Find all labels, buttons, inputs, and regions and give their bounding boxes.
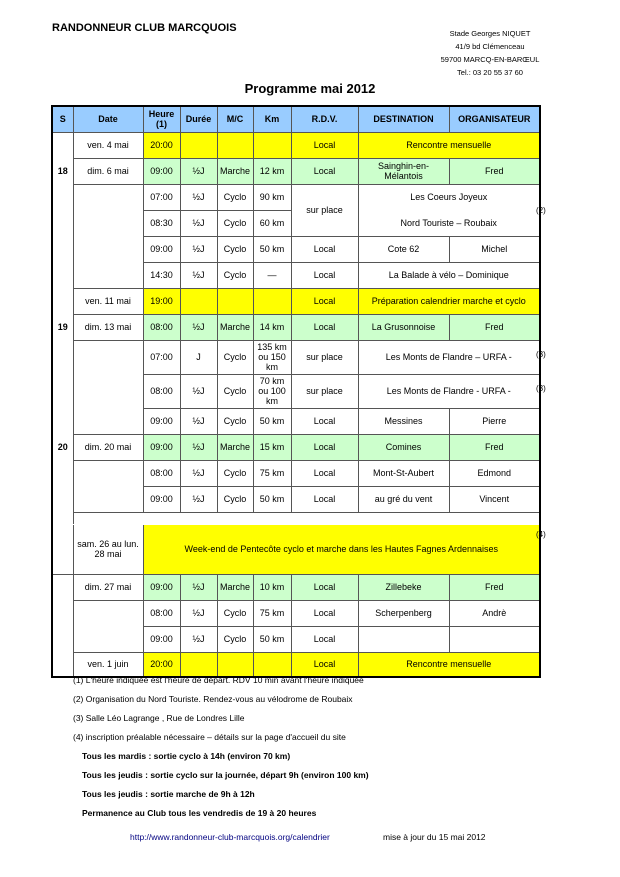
km-cell: 50 km <box>253 486 291 512</box>
time-cell: 08:30 <box>143 210 180 236</box>
table-row <box>52 408 540 434</box>
address-line: Stade Georges NIQUET <box>449 29 531 38</box>
table-row <box>52 600 540 626</box>
destination-cell: Préparation calendrier marche et cyclo <box>358 288 540 314</box>
programme-table <box>51 105 541 678</box>
duration-cell: ½J <box>180 314 217 340</box>
organizer-cell: Fred <box>449 434 540 460</box>
km-cell: 75 km <box>253 600 291 626</box>
destination-cell: La Balade à vélo – Dominique <box>358 262 540 288</box>
table-row <box>52 626 540 652</box>
mc-cell: Marche <box>217 434 253 460</box>
rdv-cell: Local <box>291 460 358 486</box>
destination-cell: Messines <box>358 408 449 434</box>
mc-cell: Marche <box>217 314 253 340</box>
duration-cell: ½J <box>180 236 217 262</box>
event-cell: Week-end de Pentecôte cyclo et marche dans les Hautes Fagnes Ardennaises <box>143 524 540 574</box>
col-header-mc: M/C <box>217 106 253 132</box>
rdv-cell: Local <box>291 600 358 626</box>
table-row <box>52 574 540 600</box>
address-line: 59700 MARCQ-EN-BARŒUL <box>440 55 540 64</box>
destination-cell: Scherpenberg <box>358 600 449 626</box>
rdv-cell: Local <box>291 408 358 434</box>
rdv-cell: Local <box>291 652 358 677</box>
header-row <box>52 106 540 132</box>
organizer-cell: Fred <box>449 314 540 340</box>
col-header-rdv: R.D.V. <box>291 106 358 132</box>
destination-cell: Rencontre mensuelle <box>358 132 540 158</box>
duration-cell: J <box>180 340 217 374</box>
table-row <box>52 434 540 460</box>
organizer-cell: Michel <box>449 236 540 262</box>
bold-note: Permanence au Club tous les vendredis de 19 à 20 heures <box>82 808 317 818</box>
page-title: Programme mai 2012 <box>244 81 376 96</box>
duration-cell: ½J <box>180 574 217 600</box>
km-cell: 135 km ou 150 km <box>253 340 291 374</box>
rdv-cell: Local <box>291 434 358 460</box>
time-cell: 09:00 <box>143 158 180 184</box>
destination-cell: Rencontre mensuelle <box>358 652 540 677</box>
date-cell: sam. 26 au lun. 28 mai <box>73 524 143 574</box>
date-cell: ven. 1 juin <box>73 652 143 677</box>
date-cell: dim. 27 mai <box>73 574 143 600</box>
table-row <box>52 460 540 486</box>
col-header-km: Km <box>253 106 291 132</box>
table-row <box>52 524 540 574</box>
mc-cell: Marche <box>217 574 253 600</box>
calendar-link[interactable]: http://www.randonneur-club-marcquois.org/calendrier <box>130 832 330 842</box>
mc-cell: Cyclo <box>217 374 253 408</box>
time-cell: 20:00 <box>143 652 180 677</box>
bold-note: Tous les mardis : sortie cyclo à 14h (environ 70 km) <box>82 751 291 761</box>
destination-cell: Mont-St-Aubert <box>358 460 449 486</box>
col-header-organizer: ORGANISATEUR <box>449 106 540 132</box>
table-row <box>52 158 540 184</box>
duration-cell: ½J <box>180 262 217 288</box>
duration-cell: ½J <box>180 408 217 434</box>
destination-cell: Comines <box>358 434 449 460</box>
rdv-cell: Local <box>291 574 358 600</box>
rdv-cell: Local <box>291 158 358 184</box>
km-cell: 14 km <box>253 314 291 340</box>
destination-cell: Zillebeke <box>358 574 449 600</box>
date-cell: dim. 20 mai <box>73 434 143 460</box>
note-marker: (3) <box>536 384 546 393</box>
address-line: 41/9 bd Clémenceau <box>455 42 525 51</box>
mc-cell: Cyclo <box>217 408 253 434</box>
duration-cell: ½J <box>180 184 217 210</box>
table-row <box>52 652 540 677</box>
duration-cell: ½J <box>180 158 217 184</box>
footnote: (4) inscription préalable nécessaire – détails sur la page d'accueil du site <box>73 732 346 742</box>
col-header-week: S <box>52 106 73 132</box>
rdv-cell: Local <box>291 236 358 262</box>
date-cell: dim. 6 mai <box>73 158 143 184</box>
destination-cell: au gré du vent <box>358 486 449 512</box>
km-cell: 50 km <box>253 626 291 652</box>
km-cell: 60 km <box>253 210 291 236</box>
col-header-time: Heure (1) <box>143 106 180 132</box>
club-name: RANDONNEUR CLUB MARCQUOIS <box>52 22 237 34</box>
time-cell: 14:30 <box>143 262 180 288</box>
km-cell: 90 km <box>253 184 291 210</box>
destination-cell: Cote 62 <box>358 236 449 262</box>
km-cell: 50 km <box>253 236 291 262</box>
address-line: Tel.: 03 20 55 37 60 <box>457 68 523 77</box>
time-cell: 07:00 <box>143 184 180 210</box>
week-number: 19 <box>52 314 73 340</box>
footnote: (2) Organisation du Nord Touriste. Rendez-vous au vélodrome de Roubaix <box>73 694 353 704</box>
km-cell: 75 km <box>253 460 291 486</box>
duration-cell: ½J <box>180 374 217 408</box>
col-header-destination: DESTINATION <box>358 106 449 132</box>
organizer-cell: Edmond <box>449 460 540 486</box>
table-row <box>52 486 540 512</box>
club-address <box>410 27 570 79</box>
note-marker: (2) <box>536 206 546 215</box>
destination-cell: Les Monts de Flandre – URFA - <box>358 340 540 374</box>
time-cell: 09:00 <box>143 486 180 512</box>
note-marker: (3) <box>536 350 546 359</box>
destination-cell: Les Monts de Flandre - URFA - <box>358 374 540 408</box>
time-cell: 09:00 <box>143 574 180 600</box>
time-cell: 09:00 <box>143 236 180 262</box>
time-cell: 09:00 <box>143 626 180 652</box>
time-cell: 09:00 <box>143 434 180 460</box>
bold-note: Tous les jeudis : sortie cyclo sur la journée, départ 9h (environ 100 km) <box>82 770 369 780</box>
km-cell: 70 km ou 100 km <box>253 374 291 408</box>
time-cell: 09:00 <box>143 408 180 434</box>
mc-cell: Cyclo <box>217 340 253 374</box>
duration-cell: ½J <box>180 600 217 626</box>
duration-cell: ½J <box>180 486 217 512</box>
footnote: (1) L'heure indiquée est l'heure de départ. RDV 10 min avant l'heure indiquée <box>73 675 364 685</box>
destination-cell: Nord Touriste – Roubaix <box>358 210 540 236</box>
duration-cell: ½J <box>180 460 217 486</box>
organizer-cell: Vincent <box>449 486 540 512</box>
week-number: 18 <box>52 158 73 184</box>
rdv-cell: Local <box>291 132 358 158</box>
organizer-cell: Fred <box>449 574 540 600</box>
mc-cell: Marche <box>217 158 253 184</box>
rdv-cell: sur place <box>291 184 358 236</box>
footnote: (3) Salle Léo Lagrange , Rue de Londres Lille <box>73 713 245 723</box>
rdv-cell: Local <box>291 262 358 288</box>
table-row <box>52 288 540 314</box>
note-marker: (4) <box>536 530 546 539</box>
col-header-duration: Durée <box>180 106 217 132</box>
mc-cell: Cyclo <box>217 262 253 288</box>
mc-cell: Cyclo <box>217 626 253 652</box>
rdv-cell: Local <box>291 486 358 512</box>
mc-cell: Cyclo <box>217 486 253 512</box>
time-cell: 07:00 <box>143 340 180 374</box>
time-cell: 20:00 <box>143 132 180 158</box>
table-row <box>52 314 540 340</box>
organizer-cell: Fred <box>449 158 540 184</box>
duration-cell: ½J <box>180 626 217 652</box>
rdv-cell: Local <box>291 626 358 652</box>
destination-cell: La Grusonnoise <box>358 314 449 340</box>
date-cell: ven. 11 mai <box>73 288 143 314</box>
destination-cell: Les Coeurs Joyeux <box>358 184 540 210</box>
km-cell: — <box>253 262 291 288</box>
table-row <box>52 262 540 288</box>
col-header-date: Date <box>73 106 143 132</box>
duration-cell: ½J <box>180 210 217 236</box>
table-row <box>52 184 540 210</box>
time-cell: 08:00 <box>143 600 180 626</box>
time-cell: 08:00 <box>143 374 180 408</box>
destination-cell: Sainghin-en-Mélantois <box>358 158 449 184</box>
week-number: 20 <box>52 434 73 460</box>
table-row <box>52 236 540 262</box>
table-row <box>52 132 540 158</box>
time-cell: 19:00 <box>143 288 180 314</box>
mc-cell: Cyclo <box>217 184 253 210</box>
km-cell: 15 km <box>253 434 291 460</box>
time-cell: 08:00 <box>143 314 180 340</box>
organizer-cell: Andrè <box>449 600 540 626</box>
bold-note: Tous les jeudis : sortie marche de 9h à 12h <box>82 789 255 799</box>
update-date: mise à jour du 15 mai 2012 <box>383 832 486 842</box>
km-cell: 12 km <box>253 158 291 184</box>
organizer-cell: Pierre <box>449 408 540 434</box>
duration-cell: ½J <box>180 434 217 460</box>
mc-cell: Cyclo <box>217 210 253 236</box>
table-row <box>52 340 540 374</box>
spacer-row <box>52 512 540 524</box>
rdv-cell: sur place <box>291 340 358 374</box>
date-cell: ven. 4 mai <box>73 132 143 158</box>
table-row <box>52 374 540 408</box>
rdv-cell: Local <box>291 288 358 314</box>
rdv-cell: sur place <box>291 374 358 408</box>
mc-cell: Cyclo <box>217 236 253 262</box>
km-cell: 10 km <box>253 574 291 600</box>
mc-cell: Cyclo <box>217 460 253 486</box>
time-cell: 08:00 <box>143 460 180 486</box>
mc-cell: Cyclo <box>217 600 253 626</box>
date-cell: dim. 13 mai <box>73 314 143 340</box>
km-cell: 50 km <box>253 408 291 434</box>
rdv-cell: Local <box>291 314 358 340</box>
